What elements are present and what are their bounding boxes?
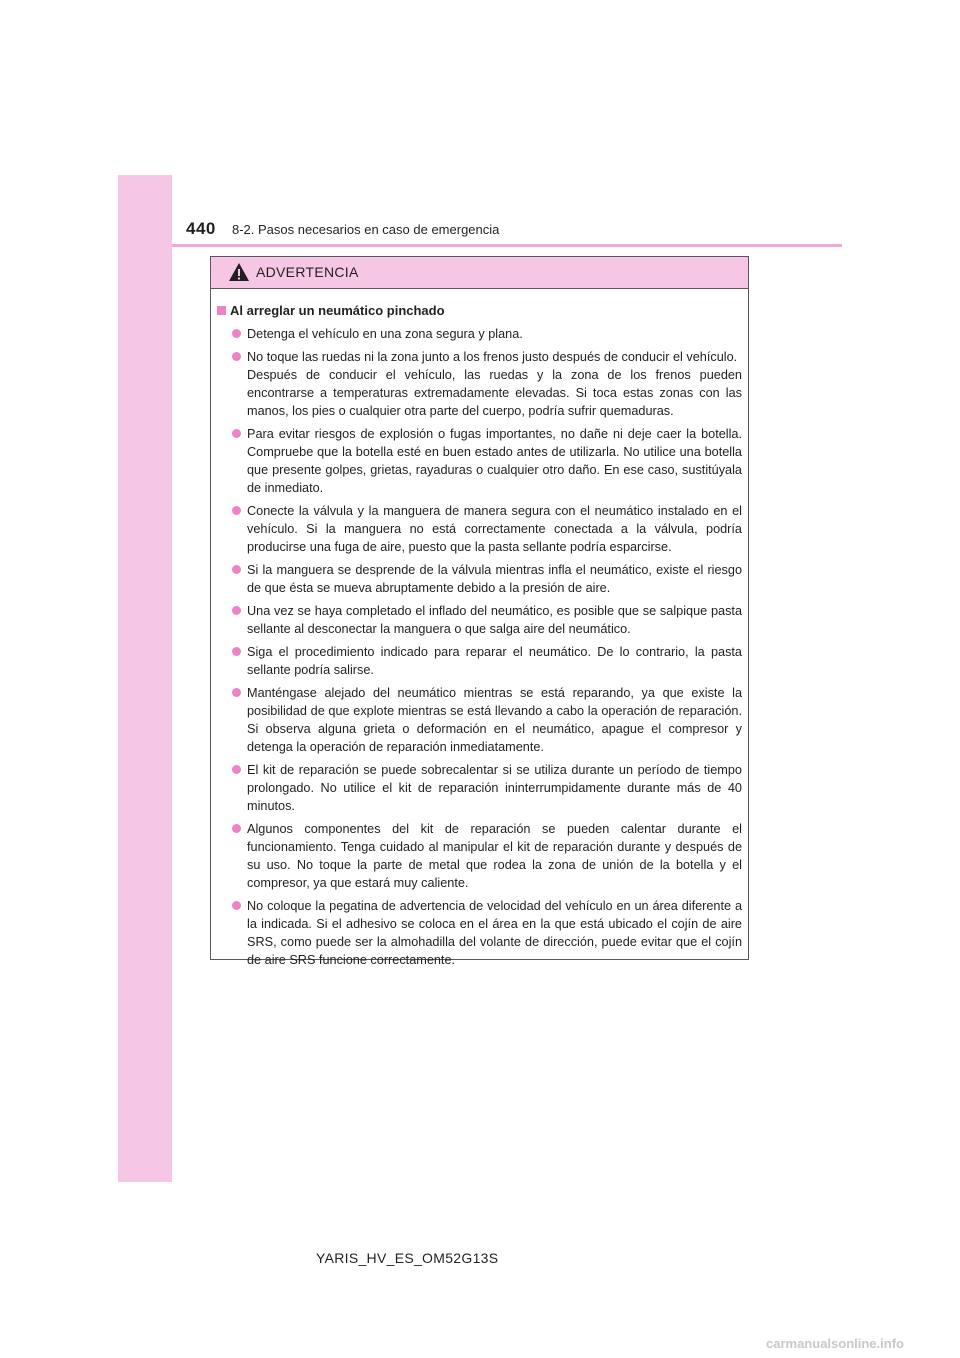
warning-item-text: No coloque la pegatina de advertencia de velocidad del vehículo en un área diferente a la indicada. Si el adhesivo se coloca en el área en la que está ubicado el cojín de aire SRS, como puede ser la almohadilla del volante de dirección, puede evitar que el cojín de aire SRS funcione correctamente.: [247, 899, 742, 967]
round-bullet-icon: [232, 506, 241, 515]
warning-item: [217, 602, 742, 638]
warning-item-text: Manténgase alejado del neumático mientras se está reparando, ya que existe la posibilidad de que explote mientras se está llevando a cabo la operación de reparación. Si observa alguna grieta o deformación en el neumático, apague el compresor y detenga la operación de reparación inmediatamente.: [247, 686, 742, 754]
warning-heading-text: Al arreglar un neumático pinchado: [230, 303, 445, 318]
warning-item: [217, 643, 742, 679]
round-bullet-icon: [232, 647, 241, 656]
warning-body: [211, 289, 748, 969]
round-bullet-icon: [232, 429, 241, 438]
header-rule: [172, 244, 842, 247]
warning-triangle-icon: [228, 262, 250, 282]
warning-item-text: El kit de reparación se puede sobrecalentar si se utiliza durante un período de tiempo prolongado. No utilice el kit de reparación ininterrumpidamente durante más de 40 minutos.: [247, 763, 742, 813]
warning-item: [217, 325, 742, 343]
warning-item: [217, 348, 742, 420]
warning-heading: [217, 302, 742, 320]
warning-item: [217, 820, 742, 892]
round-bullet-icon: [232, 765, 241, 774]
round-bullet-icon: [232, 901, 241, 910]
warning-item: [217, 502, 742, 556]
warning-item: [217, 684, 742, 756]
round-bullet-icon: [232, 824, 241, 833]
round-bullet-icon: [232, 329, 241, 338]
warning-item-text: Conecte la válvula y la manguera de manera segura con el neumático instalado en el vehículo. Si la manguera no está correctamente conectada a la válvula, podría producirse una fuga de aire, puesto que la pasta sellante podría esparcirse.: [247, 504, 742, 554]
round-bullet-icon: [232, 606, 241, 615]
warning-item-text: Siga el procedimiento indicado para reparar el neumático. De lo contrario, la pasta sellante podría salirse.: [247, 645, 742, 677]
round-bullet-icon: [232, 565, 241, 574]
warning-title: ADVERTENCIA: [256, 264, 359, 280]
warning-item-text: Para evitar riesgos de explosión o fugas importantes, no dañe ni deje caer la botella. Compruebe que la botella esté en buen estado antes de utilizarla. No utilice una botella que presente golpes, grietas, rayaduras o cualquier otro daño. En ese caso, sustitúyala de inmediato.: [247, 427, 742, 495]
square-bullet-icon: [217, 306, 226, 315]
warning-item-text: Después de conducir el vehículo, las ruedas y la zona de los frenos pueden encontrarse a temperaturas extremadamente elevadas. Si toca estas zonas con las manos, los pies o cualquier otra parte del cuerpo, podría sufrir quemaduras.: [247, 368, 742, 418]
warning-item: [217, 425, 742, 497]
section-title: 8-2. Pasos necesarios en caso de emergencia: [232, 222, 500, 237]
warning-item-text: No toque las ruedas ni la zona junto a los frenos justo después de conducir el vehículo.: [247, 350, 738, 364]
warning-item: [217, 561, 742, 597]
warning-item-text: Detenga el vehículo en una zona segura y plana.: [247, 327, 523, 341]
document-code: YARIS_HV_ES_OM52G13S: [316, 1250, 499, 1266]
warning-item: [217, 897, 742, 969]
warning-item: [217, 761, 742, 815]
warning-box: [210, 256, 749, 967]
warning-header: [211, 257, 748, 289]
round-bullet-icon: [232, 688, 241, 697]
warning-list: [217, 325, 742, 969]
warning-item-text: Si la manguera se desprende de la válvula mientras infla el neumático, existe el riesgo de que ésta se mueva abruptamente debido a la presión de aire.: [247, 563, 742, 595]
round-bullet-icon: [232, 352, 241, 361]
chapter-side-tab: [118, 175, 172, 1182]
warning-item-text: Algunos componentes del kit de reparación se pueden calentar durante el funcionamiento. Tenga cuidado al manipular el kit de reparación durante y después de su uso. No toque la parte de metal que rodea la zona de unión de la botella y el compresor, ya que estará muy caliente.: [247, 822, 742, 890]
watermark: carmanualsonline.info: [766, 1336, 904, 1351]
page-number: 440: [186, 219, 216, 238]
warning-item-text: Una vez se haya completado el inflado del neumático, es posible que se salpique pasta sellante al desconectar la manguera o que salga aire del neumático.: [247, 604, 742, 636]
